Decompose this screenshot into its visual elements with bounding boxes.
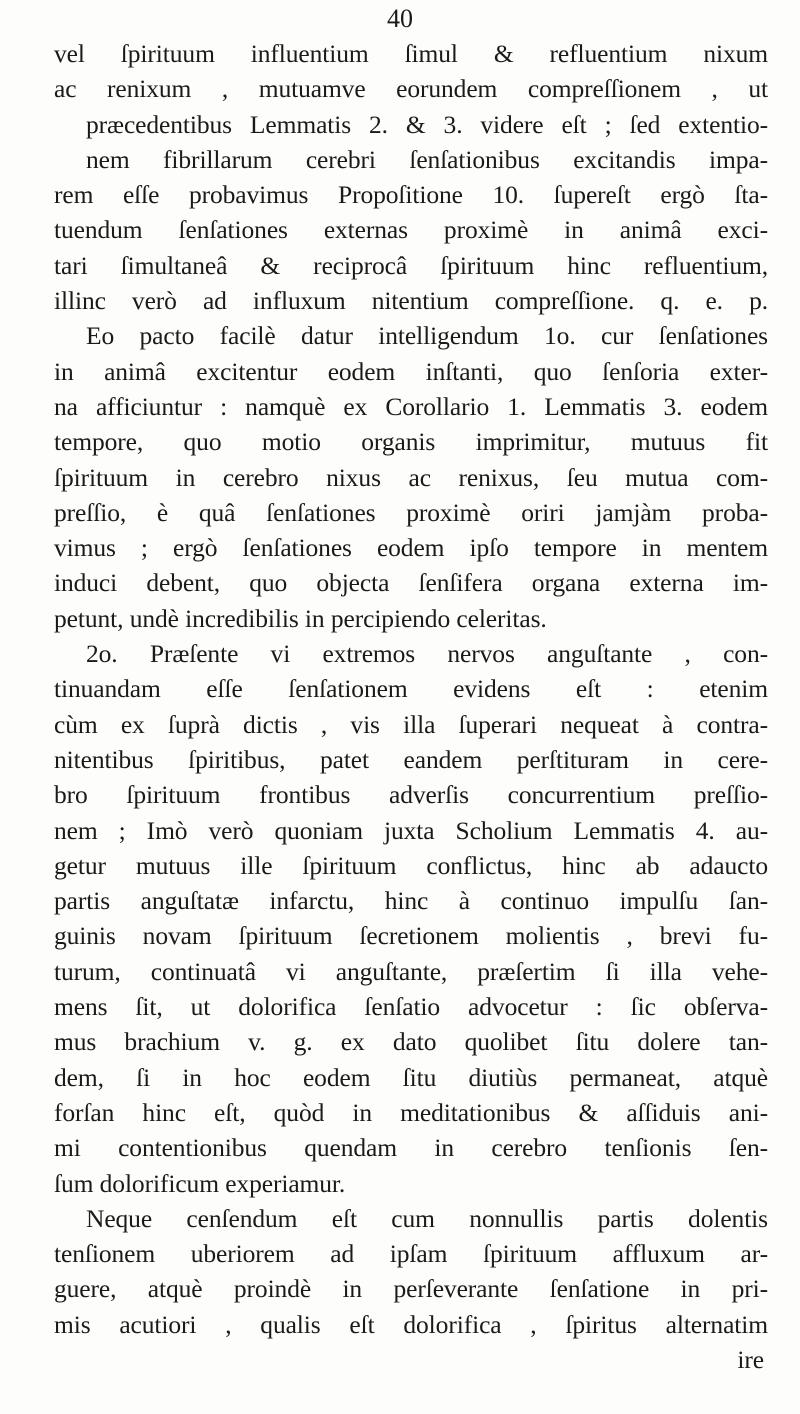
text-line: vimus ; ergò ſenſationes eodem ipſo tempore in mentem xyxy=(54,533,768,563)
text-line: præcedentibus Lemmatis 2. & 3. videre eſt ; ſed extentio- xyxy=(86,109,768,139)
text-line: turum, continuatâ vi anguſtante, præſertim ſi illa vehe- xyxy=(54,956,768,986)
text-line: tinuandam eſſe ſenſationem evidens eſt : etenim xyxy=(54,674,768,704)
text-line: getur mutuus ille ſpirituum conflictus, hinc ab adaucto xyxy=(54,850,768,880)
text-line: dem, ſi in hoc eodem ſitu diutiùs permaneat, atquè xyxy=(54,1062,768,1092)
text-line: nitentibus ſpiritibus, patet eandem perſtituram in cere- xyxy=(54,744,768,774)
text-line: induci debent, quo objecta ſenſifera organa externa im- xyxy=(54,568,768,598)
text-line: ac renixum , mutuamve eorundem compreſſionem , ut xyxy=(54,74,768,104)
body-text xyxy=(54,36,768,1377)
text-line: in animâ excitentur eodem inſtanti, quo ſenſoria exter- xyxy=(54,356,768,386)
text-line: preſſio, è quâ ſenſationes proximè oriri jamjàm proba- xyxy=(54,497,768,527)
text-line: vel ſpirituum influentium ſimul & refluentium nixum xyxy=(54,39,768,68)
text-line: mis acutiori , qualis eſt dolorifica , ſpiritus alternatim xyxy=(54,1309,768,1339)
text-line: tempore, quo motio organis imprimitur, mutuus fit xyxy=(54,427,768,457)
text-line: guinis novam ſpirituum ſecretionem molientis , brevi fu- xyxy=(54,921,768,951)
text-line: tari ſimultaneâ & reciprocâ ſpirituum hinc refluentium, xyxy=(54,250,768,280)
text-line: na afficiuntur : namquè ex Corollario 1. Lemmatis 3. eodem xyxy=(54,391,768,421)
text-line: nem fibrillarum cerebri ſenſationibus excitandis impa- xyxy=(86,144,768,174)
text-line: Neque cenſendum eſt cum nonnullis partis dolentis xyxy=(86,1203,768,1233)
text-line: ſum dolorificum experiamur. xyxy=(54,1168,346,1198)
text-line: ſpirituum in cerebro nixus ac renixus, ſeu mutua com- xyxy=(54,462,768,492)
text-line: tuendum ſenſationes externas proximè in animâ exci- xyxy=(54,215,768,245)
text-line: mens ſit, ut dolorifica ſenſatio advocetur : ſic obſerva- xyxy=(54,992,768,1022)
text-line: bro ſpirituum frontibus adverſis concurrentium preſſio- xyxy=(54,780,768,810)
text-line: tenſionem uberiorem ad ipſam ſpirituum affluxum ar- xyxy=(54,1239,768,1269)
text-line: petunt, undè incredibilis in percipiendo celeritas. xyxy=(54,603,547,633)
text-line: forſan hinc eſt, quòd in meditationibus & aſſiduis ani- xyxy=(54,1097,768,1127)
text-line: cùm ex ſuprà dictis , vis illa ſuperari nequeat à contra- xyxy=(54,709,768,739)
text-line: guere, atquè proindè in perſeverante ſenſatione in pri- xyxy=(54,1274,768,1304)
text-line: mi contentionibus quendam in cerebro tenſionis ſen- xyxy=(54,1133,768,1163)
text-line: 2o. Præſente vi extremos nervos anguſtante , con- xyxy=(86,639,768,669)
text-line: nem ; Imò verò quoniam juxta Scholium Lemmatis 4. au- xyxy=(54,815,768,845)
catchword: ire xyxy=(737,1344,764,1374)
text-line: illinc verò ad influxum nitentium compreſſione. q. e. p. xyxy=(54,286,768,316)
page-number: 40 xyxy=(387,4,413,33)
text-line: mus brachium v. g. ex dato quolibet ſitu dolere tan- xyxy=(54,1027,768,1057)
text-line: partis anguſtatæ infarctu, hinc à continuo impulſu ſan- xyxy=(54,886,768,916)
text-line: rem eſſe probavimus Propoſitione 10. ſupereſt ergò ſta- xyxy=(54,180,768,210)
text-line: Eo pacto facilè datur intelligendum 1o. cur ſenſationes xyxy=(86,321,768,351)
